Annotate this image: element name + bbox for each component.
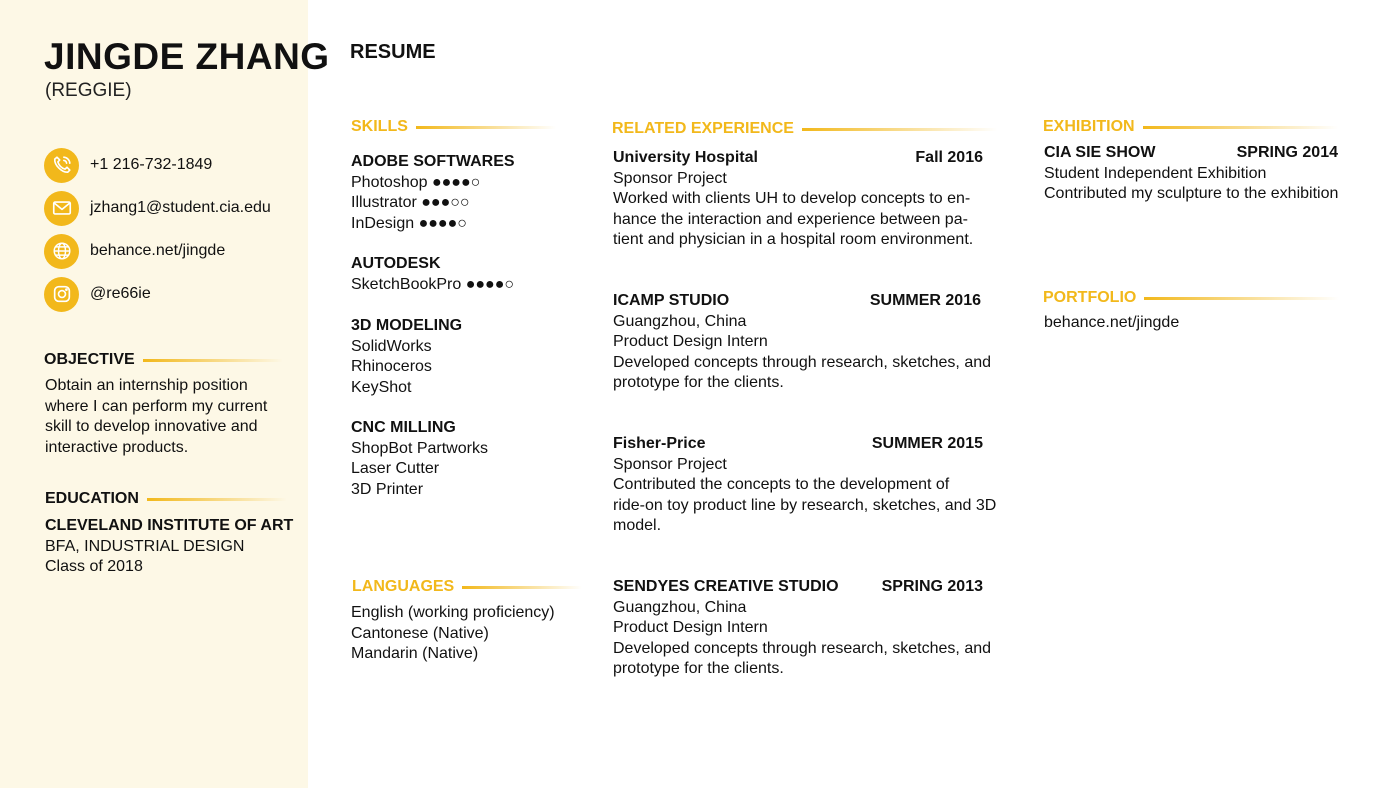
exhibition-heading-label: EXHIBITION bbox=[1043, 118, 1135, 135]
experience-entry bbox=[613, 291, 992, 394]
skill-item: KeyShot bbox=[351, 378, 412, 396]
experience-org: Fisher-Price bbox=[613, 435, 706, 452]
skill-group-title: ADOBE SOFTWARES bbox=[351, 153, 515, 170]
language-item: English (working proficiency) bbox=[351, 604, 555, 621]
objective-line: Obtain an internship position bbox=[45, 377, 248, 394]
experience-line: prototype for the clients. bbox=[613, 660, 784, 677]
skills-heading-label: SKILLS bbox=[351, 118, 408, 135]
exhibition-date: SPRING 2014 bbox=[1236, 144, 1338, 161]
portfolio-rule bbox=[1144, 297, 1339, 300]
objective-text bbox=[45, 376, 267, 458]
experience-line: Product Design Intern bbox=[613, 619, 768, 636]
experience-heading-label: RELATED EXPERIENCE bbox=[612, 120, 794, 137]
skill-item: SolidWorks bbox=[351, 337, 432, 355]
instagram-icon bbox=[44, 277, 79, 312]
objective-line: skill to develop innovative and bbox=[45, 418, 258, 435]
exhibition-line: Student Independent Exhibition bbox=[1044, 164, 1267, 182]
contact-instagram[interactable] bbox=[44, 276, 304, 312]
experience-line: Sponsor Project bbox=[613, 169, 727, 187]
phone-number: +1 216-732-1849 bbox=[90, 156, 213, 173]
skill-group-3d-modeling bbox=[351, 316, 462, 398]
experience-line: Guangzhou, China bbox=[613, 598, 747, 616]
email-address: jzhang1@student.cia.edu bbox=[90, 199, 271, 216]
person-name: JINGDE ZHANG bbox=[44, 36, 330, 77]
resume-title: RESUME bbox=[350, 41, 436, 63]
mail-icon bbox=[44, 191, 79, 226]
portfolio-heading-label: PORTFOLIO bbox=[1043, 289, 1137, 306]
contact-email[interactable] bbox=[44, 190, 304, 226]
experience-line: ride-on toy product line by research, sketches, and 3D bbox=[613, 496, 997, 514]
exhibition-title: CIA SIE SHOW bbox=[1044, 144, 1156, 161]
experience-date: SPRING 2013 bbox=[881, 578, 983, 595]
education-school: CLEVELAND INSTITUTE OF ART bbox=[45, 517, 294, 534]
exhibition-rule bbox=[1143, 126, 1338, 129]
experience-entry bbox=[613, 148, 983, 251]
person-nickname: (REGGIE) bbox=[45, 80, 132, 101]
experience-line: tient and physician in a hospital room environment. bbox=[613, 231, 974, 248]
website-link: behance.net/jingde bbox=[90, 242, 226, 259]
language-item: Cantonese (Native) bbox=[351, 624, 489, 642]
skills-heading bbox=[351, 118, 556, 136]
languages-rule bbox=[462, 586, 582, 589]
experience-line: Developed concepts through research, sketches, and bbox=[613, 353, 992, 371]
experience-heading bbox=[612, 120, 997, 138]
education-heading-label: EDUCATION bbox=[45, 490, 139, 507]
contact-website[interactable] bbox=[44, 233, 304, 269]
experience-line: hance the interaction and experience between pa- bbox=[613, 210, 968, 228]
skill-group-cnc bbox=[351, 418, 488, 500]
experience-line: Developed concepts through research, sketches, and bbox=[613, 639, 992, 657]
objective-line: interactive products. bbox=[45, 438, 189, 456]
experience-date: SUMMER 2015 bbox=[871, 435, 983, 452]
experience-line: model. bbox=[613, 517, 662, 534]
experience-line: Contributed the concepts to the development of bbox=[613, 476, 950, 493]
skill-item: InDesign ●●●●○ bbox=[351, 214, 467, 232]
skills-rule bbox=[416, 126, 556, 129]
education-heading bbox=[45, 490, 287, 508]
skill-item: SketchBookPro ●●●●○ bbox=[351, 275, 515, 293]
education-degree: BFA, INDUSTRIAL DESIGN bbox=[45, 537, 245, 555]
experience-rule bbox=[802, 128, 997, 131]
experience-line: Guangzhou, China bbox=[613, 312, 747, 330]
contact-phone[interactable] bbox=[44, 147, 304, 183]
skill-group-title: CNC MILLING bbox=[351, 419, 456, 436]
experience-org: SENDYES CREATIVE STUDIO bbox=[613, 578, 839, 595]
languages-heading-label: LANGUAGES bbox=[352, 578, 455, 595]
experience-line: Product Design Intern bbox=[613, 333, 768, 350]
languages-list bbox=[351, 603, 555, 665]
skill-item: ShopBot Partworks bbox=[351, 439, 488, 457]
skill-group-adobe bbox=[351, 152, 515, 234]
skill-item: Rhinoceros bbox=[351, 358, 432, 375]
experience-entry bbox=[613, 577, 992, 680]
objective-heading-label: OBJECTIVE bbox=[44, 351, 135, 368]
education-rule bbox=[147, 498, 287, 501]
skill-group-autodesk bbox=[351, 254, 514, 295]
experience-org: ICAMP STUDIO bbox=[613, 292, 730, 309]
skill-group-title: AUTODESK bbox=[351, 255, 441, 272]
globe-icon bbox=[44, 234, 79, 269]
skill-group-title: 3D MODELING bbox=[351, 317, 463, 334]
experience-date: Fall 2016 bbox=[915, 149, 983, 166]
skill-item: Laser Cutter bbox=[351, 460, 440, 477]
phone-icon bbox=[44, 148, 79, 183]
skill-item: Photoshop ●●●●○ bbox=[351, 173, 481, 191]
experience-date: SUMMER 2016 bbox=[869, 292, 981, 309]
language-item: Mandarin (Native) bbox=[351, 645, 479, 662]
experience-line: Sponsor Project bbox=[613, 455, 727, 473]
experience-org: University Hospital bbox=[613, 149, 758, 166]
portfolio-heading bbox=[1043, 289, 1339, 307]
objective-heading bbox=[44, 351, 283, 369]
objective-line: where I can perform my current bbox=[45, 397, 268, 415]
languages-heading bbox=[352, 578, 582, 596]
experience-line: prototype for the clients. bbox=[613, 374, 784, 391]
exhibition-line: Contributed my sculpture to the exhibition bbox=[1044, 185, 1339, 202]
skill-item: Illustrator ●●●○○ bbox=[351, 194, 470, 211]
experience-entry bbox=[613, 434, 997, 537]
exhibition-entry bbox=[1044, 143, 1338, 205]
exhibition-heading bbox=[1043, 118, 1338, 136]
portfolio-link[interactable]: behance.net/jingde bbox=[1044, 314, 1180, 331]
education-content bbox=[45, 516, 293, 578]
objective-rule bbox=[143, 359, 283, 362]
instagram-handle: @re66ie bbox=[90, 285, 151, 302]
skill-item: 3D Printer bbox=[351, 480, 424, 498]
education-class: Class of 2018 bbox=[45, 558, 143, 575]
experience-line: Worked with clients UH to develop concepts to en- bbox=[613, 190, 971, 207]
